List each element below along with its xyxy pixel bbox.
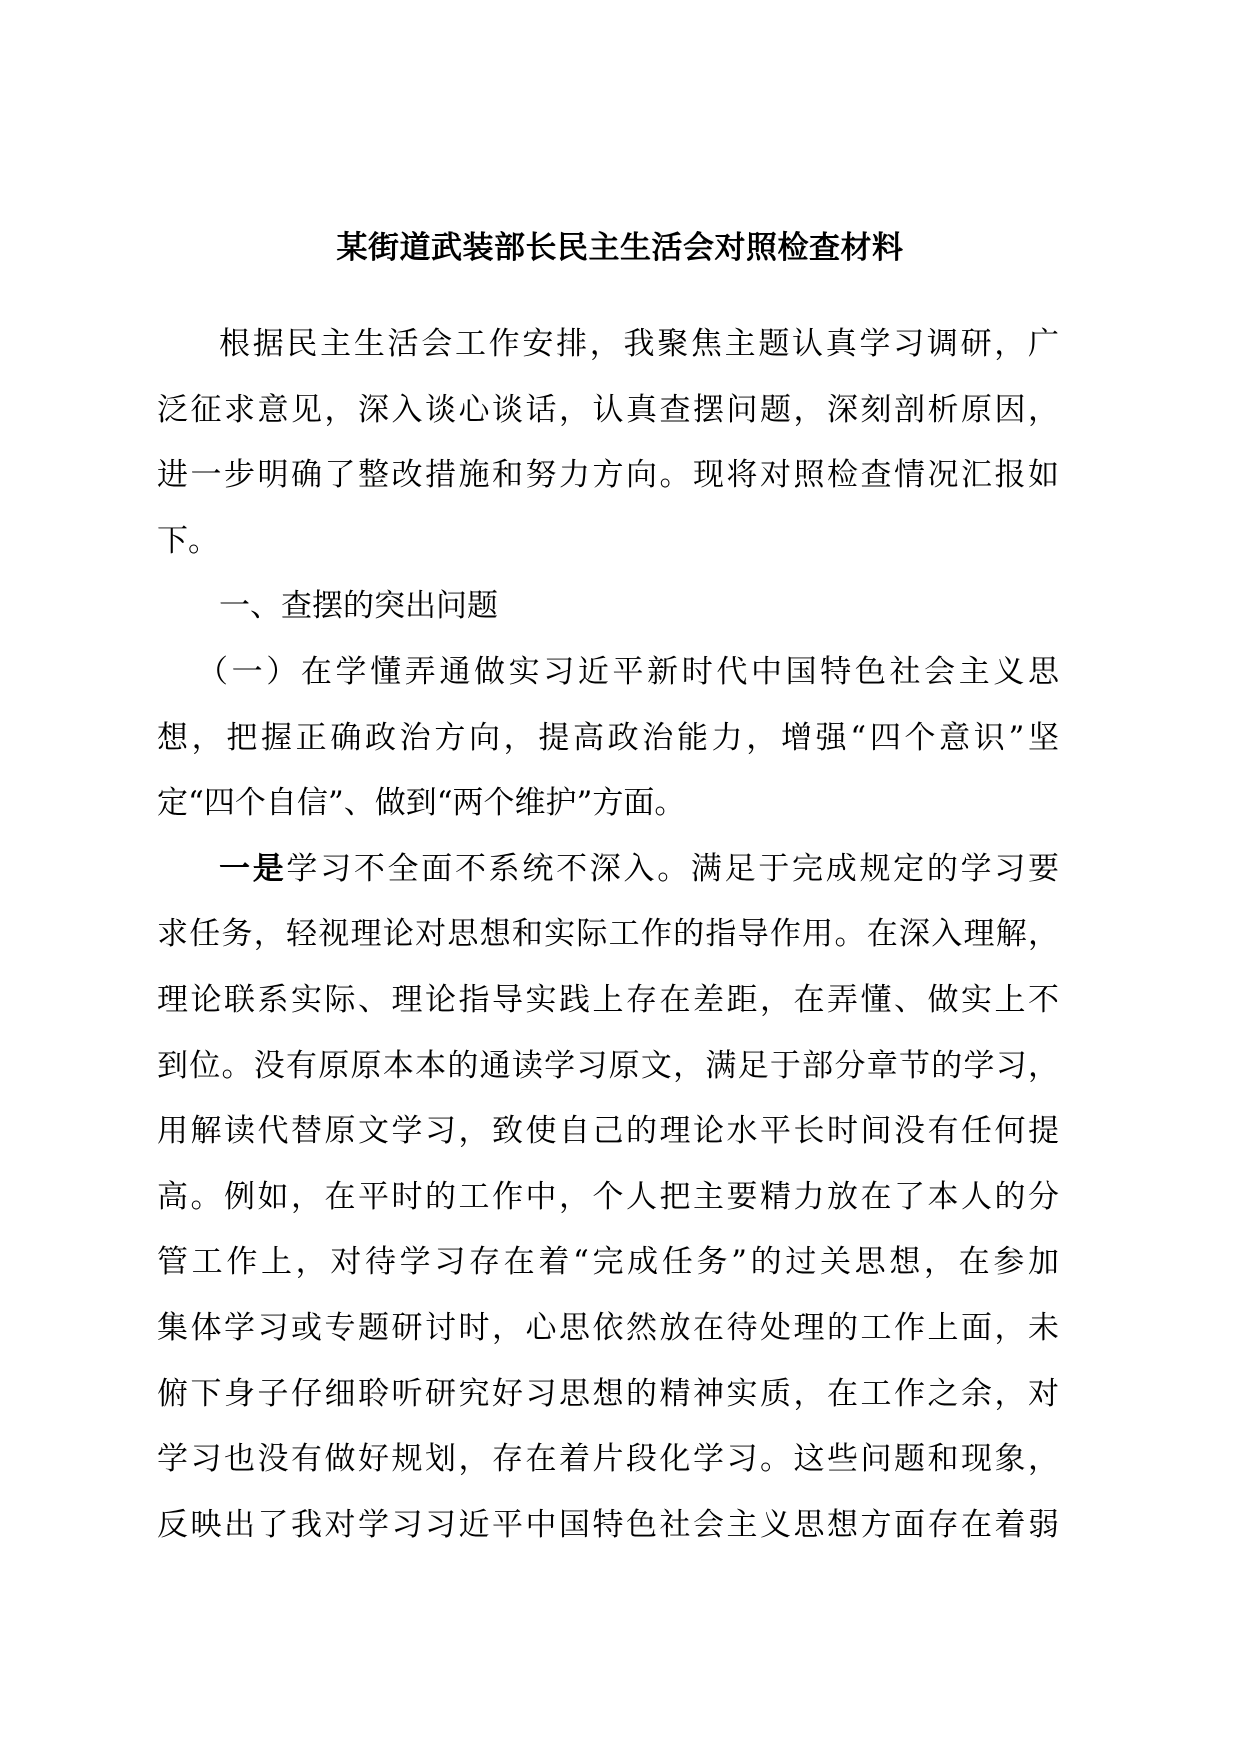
section-heading: 一、查摆的突出问题 [219, 588, 498, 625]
paragraph-line: 学习也没有做好规划，存在着片段化学习。这些问题和现象， [157, 1441, 1059, 1478]
paragraph-line: 根据民主生活会工作安排，我聚焦主题认真学习调研，广 [219, 326, 1059, 362]
document-body [157, 312, 1059, 1558]
bold-lead: 一是 [219, 850, 287, 887]
paragraph-line: 用解读代替原文学习，致使自己的理论水平长时间没有任何提 [157, 1113, 1059, 1150]
subsection-heading-line: （一）在学懂弄通做实习近平新时代中国特色社会主义思 [197, 653, 1059, 690]
paragraph-line: 反映出了我对学习习近平中国特色社会主义思想方面存在着弱 [157, 1506, 1059, 1543]
paragraph-line: 进一步明确了整改措施和努力方向。现将对照检查情况汇报如 [157, 457, 1059, 494]
document-title: 某街道武装部长民主生活会对照检查材料 [336, 230, 904, 266]
paragraph-line: 求任务，轻视理论对思想和实际工作的指导作用。在深入理解， [157, 916, 1059, 953]
paragraph-line: 泛征求意见，深入谈心谈话，认真查摆问题，深刻剖析原因， [157, 391, 1059, 428]
paragraph-line: 集体学习或专题研讨时，心思依然放在待处理的工作上面，未 [157, 1309, 1059, 1346]
paragraph-line [157, 837, 1059, 903]
paragraph-line: 管工作上，对待学习存在着“完成任务”的过关思想，在参加 [157, 1244, 1059, 1281]
paragraph-line: 理论联系实际、理论指导实践上存在差距，在弄懂、做实上不 [157, 981, 1059, 1018]
paragraph-text: 学习不全面不系统不深入。满足于完成规定的学习要 [286, 850, 1060, 887]
paragraph-line: 下。 [157, 522, 219, 559]
subsection-heading-line: 定“四个自信”、做到“两个维护”方面。 [157, 785, 686, 822]
paragraph-line: 到位。没有原原本本的通读学习原文，满足于部分章节的学习， [157, 1047, 1059, 1084]
paragraph-line: 高。例如，在平时的工作中，个人把主要精力放在了本人的分 [157, 1178, 1059, 1215]
subsection-heading-line: 想，把握正确政治方向，提高政治能力，增强“四个意识”坚 [157, 719, 1059, 756]
paragraph-line: 俯下身子仔细聆听研究好习思想的精神实质，在工作之余，对 [157, 1375, 1059, 1412]
